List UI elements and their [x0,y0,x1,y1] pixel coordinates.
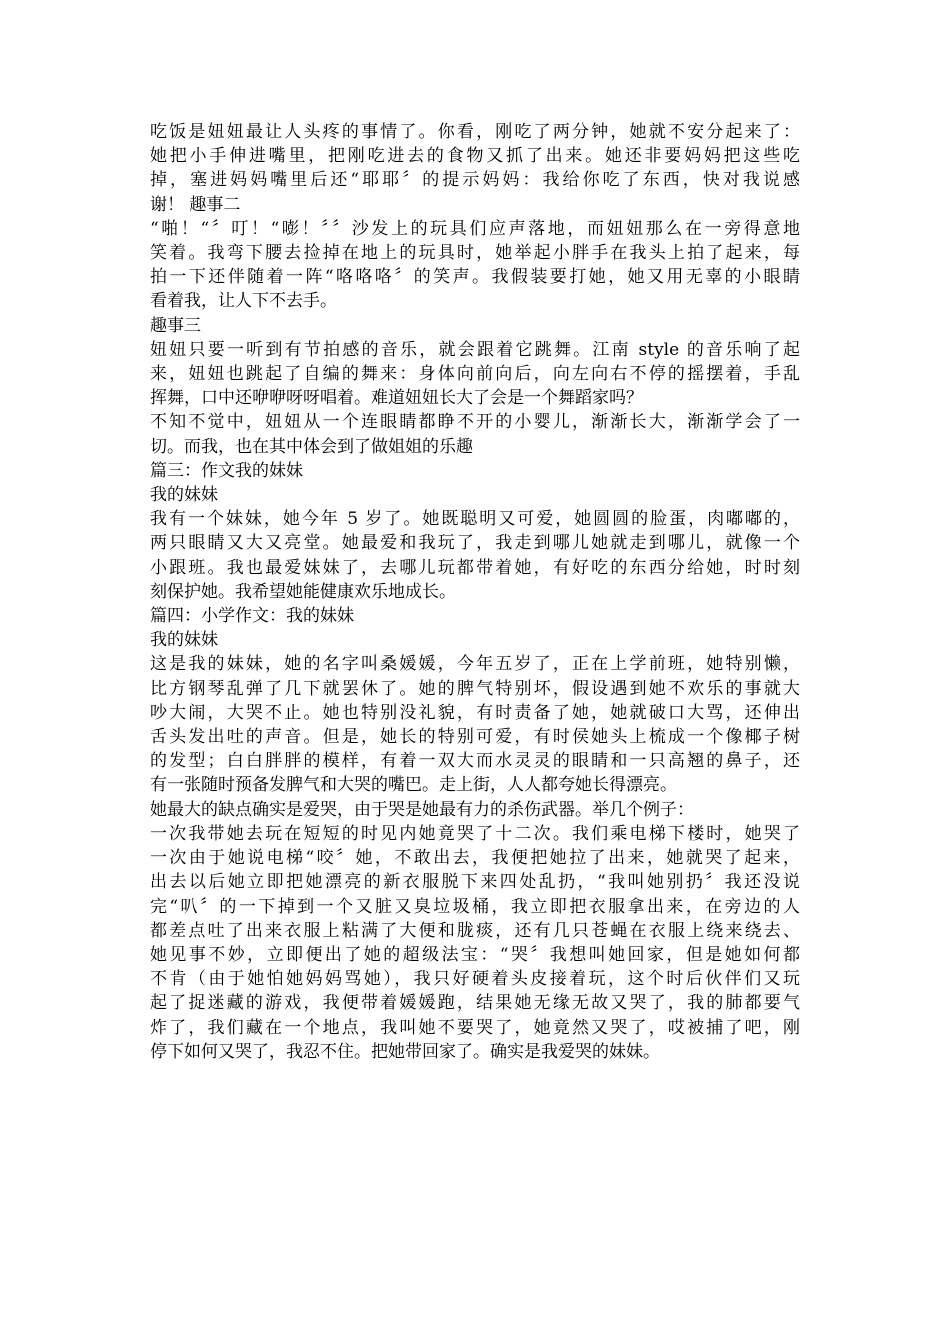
text-line: 舌头发出吐的声音。但是，她长的特别可爱，有时侯她头上梳成一个像椰子树 [150,727,800,748]
text-line: 挥舞，口中还咿咿呀呀唱着。难道妞妞长大了会是一个舞蹈家吗？ [150,388,643,409]
text-line: 看着我，让人下不去手。 [150,291,337,312]
text-line: 炸了，我们藏在一个地点，我叫她不要哭了，她竟然又哭了，哎被捕了吧，刚 [150,1017,800,1038]
text-line: 有一张随时预备发脾气和大哭的嘴巴。走上街，人人都夸她长得漂亮。 [150,775,677,796]
text-line: 来，妞妞也跳起了自编的舞来：身体向前向后，向左向右不停的摇摆着，手乱 [150,364,800,385]
document-body [150,120,800,1064]
text-line: 小跟班。我也最爱妹妹了，去哪儿玩都带着她，有好吃的东西分给她，时时刻 [150,557,800,578]
text-line: 刻保护她。我希望她能健康欢乐地成长。 [150,581,456,602]
text-line: 拍一下还伴随着一阵“咯咯咯〞的笑声。我假装要打她，她又用无辜的小眼睛 [150,267,800,288]
text-line: 两只眼睛又大又亮堂。她最爱和我玩了，我走到哪儿她就走到哪儿，就像一个 [150,533,800,554]
text-line: 掉，塞进妈妈嘴里后还“耶耶〞的提示妈妈：我给你吃了东西，快对我说感 [150,170,800,191]
text-line: 不知不觉中，妞妞从一个连眼睛都睁不开的小婴儿，渐渐长大，渐渐学会了一 [150,412,800,433]
text-line: 一次由于她说电梯“咬〞她，不敢出去，我便把她拉了出来，她就哭了起来， [150,848,800,869]
text-line: 切。而我，也在其中体会到了做姐姐的乐趣 [150,436,473,457]
text-line: 不肯（由于她怕她妈妈骂她），我只好硬着头皮接着玩，这个时后伙伴们又玩 [150,969,800,990]
text-line: “啪！“〞叮！“嘭！〞〞沙发上的玩具们应声落地，而妞妞那么在一旁得意地 [150,218,800,239]
text-line: 停下如何又哭了，我忍不住。把她带回家了。确实是我爱哭的妹妹。 [150,1041,660,1062]
essay-title: 我的妹妹 [150,485,218,506]
essay-title: 我的妹妹 [150,630,218,651]
text-line: 我有一个妹妹，她今年 5 岁了。她既聪明又可爱，她圆圆的脸蛋，肉嘟嘟的， [150,509,800,530]
text-line: 她把小手伸进嘴里，把刚吃进去的食物又抓了出来。她还非要妈妈把这些吃 [150,146,800,167]
text-line: 这是我的妹妹，她的名字叫桑媛媛，今年五岁了，正在上学前班，她特别懒， [150,654,800,675]
text-line: 完“叭〞的一下掉到一个又脏又臭垃圾桶，我立即把衣服拿出来，在旁边的人 [150,896,800,917]
text-line: 比方钢琴乱弹了几下就罢休了。她的脾气特别坏，假设遇到她不欢乐的事就大 [150,678,800,699]
text-line: 她最大的缺点确实是爱哭，由于哭是她最有力的杀伤武器。举几个例子： [150,799,694,820]
text-line: 笑着。我弯下腰去捡掉在地上的玩具时，她举起小胖手在我头上拍了起来，每 [150,243,800,264]
text-line: 她见事不妙，立即便出了她的超级法宝：“哭〞我想叫她回家，但是她如何都 [150,944,800,965]
text-line: 妞妞只要一听到有节拍感的音乐，就会跟着它跳舞。江南 style 的音乐响了起 [150,339,800,360]
text-line: 的发型；白白胖胖的模样，有着一双大而水灵灵的眼睛和一只高翘的鼻子，还 [150,751,800,772]
text-line: 出去以后她立即把她漂亮的新衣服脱下来四处乱扔，“我叫她别扔〞我还没说 [150,872,800,893]
text-line: 吃饭是妞妞最让人头疼的事情了。你看，刚吃了两分钟，她就不安分起来了： [150,122,800,142]
section-heading: 趣事三 [150,315,201,336]
text-line: 谢！ 趣事二 [150,194,241,215]
section-heading: 篇四：小学作文：我的妹妹 [150,606,354,627]
text-line: 起了捉迷藏的游戏，我便带着媛媛跑，结果她无缘无故又哭了，我的肺都要气 [150,993,800,1014]
section-heading: 篇三：作文我的妹妹 [150,460,303,481]
text-line: 一次我带她去玩在短短的时见内她竟哭了十二次。我们乘电梯下楼时，她哭了 [150,823,800,844]
text-line: 都差点吐了出来衣服上粘满了大便和胧痰，还有几只苍蝇在衣服上绕来绕去、 [150,920,800,941]
text-line: 吵大闹，大哭不止。她也特别没礼貌，有时责备了她，她就破口大骂，还伸出 [150,702,800,723]
